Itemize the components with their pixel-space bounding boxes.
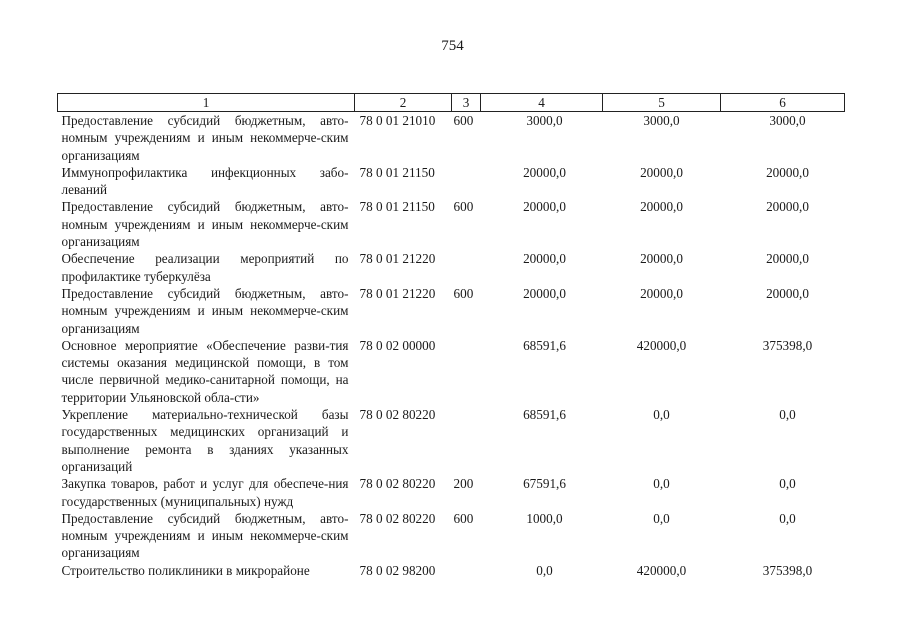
header-col-2: 2 <box>355 94 452 112</box>
table-row <box>58 510 845 562</box>
row-target-code: 78 0 02 80220 <box>359 476 436 492</box>
row-target-code: 78 0 01 21150 <box>359 199 435 215</box>
header-col-1: 1 <box>58 94 355 112</box>
row-name: Предоставление субсидий бюджетным, авто-номным учреждениям и иным некоммерче-ским организациям <box>61 199 349 250</box>
page-number: 754 <box>441 38 464 54</box>
table-row <box>58 164 845 199</box>
row-name: Основное мероприятие «Обеспечение разви-тия системы оказания медицинской помощи, в том числе первичной медико-санитарной помощи, на территории Ульяновской обла-сти» <box>61 337 349 405</box>
row-expense-type: 600 <box>453 510 474 526</box>
row-value-col-5: 420000,0 <box>636 562 687 578</box>
row-value-col-4: 67591,6 <box>523 476 566 492</box>
row-name: Предоставление субсидий бюджетным, авто-номным учреждениям и иным некоммерче-ским организациям <box>61 285 349 336</box>
row-value-col-6: 20000,0 <box>766 285 809 301</box>
row-name: Обеспечение реализации мероприятий по профилактике туберкулёза <box>61 251 349 284</box>
row-expense-type: 600 <box>453 199 474 215</box>
row-expense-type <box>452 164 481 199</box>
row-value-col-5: 20000,0 <box>640 251 683 267</box>
row-value-col-4: 20000,0 <box>523 251 566 267</box>
budget-table <box>57 93 845 579</box>
row-value-col-5: 0,0 <box>653 476 670 492</box>
row-target-code: 78 0 02 98200 <box>359 562 436 578</box>
row-target-code: 78 0 02 80220 <box>359 407 436 423</box>
row-expense-type <box>452 406 481 475</box>
table-row <box>58 406 845 475</box>
header-col-6: 6 <box>721 94 845 112</box>
row-value-col-6: 20000,0 <box>766 199 809 215</box>
row-value-col-4: 20000,0 <box>523 164 566 180</box>
row-name: Закупка товаров, работ и услуг для обеспече-ния государственных (муниципальных) нужд <box>61 476 349 509</box>
table-row <box>58 250 845 285</box>
row-name: Укрепление материально-технической базы государственных медицинских организаций и выполнение ремонта в зданиях указанных организаций <box>61 407 349 474</box>
table-row <box>58 475 845 510</box>
row-value-col-6: 20000,0 <box>766 164 809 180</box>
row-name: Иммунопрофилактика инфекционных забо-леваний <box>61 164 349 198</box>
header-col-4: 4 <box>481 94 603 112</box>
row-value-col-4: 0,0 <box>536 562 553 578</box>
row-value-col-6: 0,0 <box>779 510 796 526</box>
row-value-col-5: 0,0 <box>653 510 670 526</box>
header-col-5: 5 <box>603 94 721 112</box>
row-value-col-5: 0,0 <box>653 407 670 423</box>
row-value-col-6: 0,0 <box>779 407 796 423</box>
table-row <box>58 285 845 337</box>
row-expense-type <box>452 250 481 285</box>
row-expense-type: 600 <box>453 285 474 301</box>
row-value-col-4: 68591,6 <box>523 337 566 353</box>
header-col-3: 3 <box>452 94 481 112</box>
table-header <box>58 94 845 112</box>
row-value-col-4: 68591,6 <box>523 407 566 423</box>
row-value-col-5: 20000,0 <box>640 164 683 180</box>
row-target-code: 78 0 01 21010 <box>359 113 436 128</box>
row-value-col-6: 20000,0 <box>766 251 809 267</box>
row-target-code: 78 0 01 21220 <box>359 251 436 267</box>
row-value-col-6: 3000,0 <box>769 113 806 128</box>
row-value-col-5: 420000,0 <box>636 337 687 353</box>
row-value-col-6: 0,0 <box>779 476 796 492</box>
row-target-code: 78 0 02 00000 <box>359 337 436 353</box>
row-value-col-5: 20000,0 <box>640 285 683 301</box>
row-name: Предоставление субсидий бюджетным, авто-номным учреждениям и иным некоммерче-ским организациям <box>61 510 349 561</box>
row-expense-type: 200 <box>453 476 474 492</box>
row-value-col-4: 20000,0 <box>523 199 566 215</box>
row-value-col-5: 20000,0 <box>640 199 683 215</box>
row-value-col-4: 20000,0 <box>523 285 566 301</box>
row-expense-type: 600 <box>453 113 474 128</box>
row-value-col-4: 3000,0 <box>526 113 563 128</box>
row-target-code: 78 0 01 21150 <box>359 164 435 180</box>
table-row <box>58 562 845 579</box>
row-value-col-6: 375398,0 <box>762 337 813 353</box>
row-target-code: 78 0 02 80220 <box>359 510 436 526</box>
row-value-col-4: 1000,0 <box>526 510 563 526</box>
row-expense-type <box>452 337 481 406</box>
table-row <box>58 337 845 406</box>
row-name: Предоставление субсидий бюджетным, авто-номным учреждениям и иным некоммерче-ским организациям <box>61 113 349 163</box>
row-value-col-5: 3000,0 <box>643 113 680 128</box>
row-value-col-6: 375398,0 <box>762 562 813 578</box>
table-body <box>58 112 845 580</box>
row-expense-type <box>452 562 481 579</box>
row-target-code: 78 0 01 21220 <box>359 285 436 301</box>
table-row <box>58 112 845 164</box>
table-row <box>58 198 845 250</box>
row-name: Строительство поликлиники в микрорайоне <box>61 562 310 578</box>
